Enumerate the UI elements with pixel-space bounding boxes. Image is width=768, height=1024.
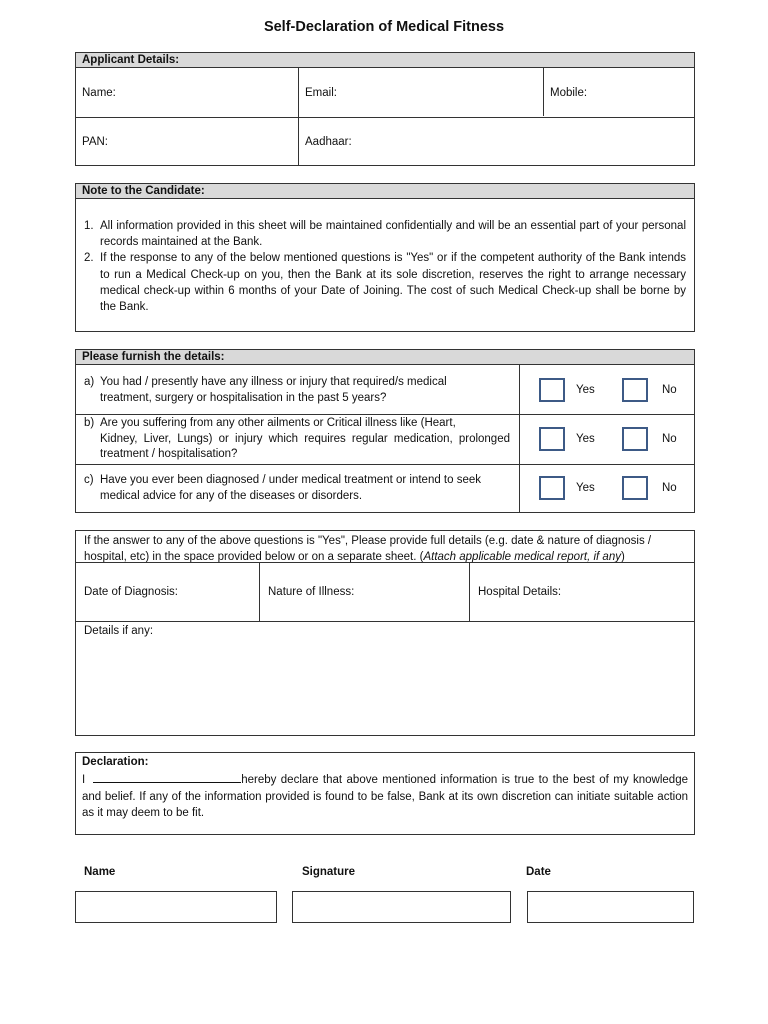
signoff-signature-box[interactable]: [292, 891, 511, 923]
furnish-section: [75, 349, 695, 513]
nature-of-illness-field[interactable]: Nature of Illness:: [268, 586, 355, 598]
declaration-title: Declaration:: [82, 756, 149, 768]
yes-label: Yes: [576, 433, 595, 445]
details-if-any-field[interactable]: Details if any:: [84, 625, 154, 637]
note-section: [75, 183, 695, 332]
details-section: [75, 530, 695, 736]
question-a-no-checkbox[interactable]: [622, 378, 648, 402]
name-field[interactable]: [76, 69, 298, 117]
signoff-date-label: Date: [526, 866, 551, 878]
aadhaar-field[interactable]: [299, 118, 694, 165]
signoff-date-box[interactable]: [527, 891, 694, 923]
note-header: Note to the Candidate:: [76, 184, 694, 199]
question-a: a) You had / presently have any illness or injury that required/s medical treatment, surgery or hospitalisation in the past 5 years?: [84, 376, 447, 404]
declaration-text: I hereby declare that above mentioned information is true to the best of my knowledge and belief. If any of the information provided is found to be false, Bank at its own discretion can initiate suitable action as it may deem to be fit.: [82, 774, 688, 819]
aadhaar-field-label: Aadhaar:: [305, 135, 352, 148]
date-of-diagnosis-field[interactable]: Date of Diagnosis:: [84, 586, 178, 598]
question-c-yes-checkbox[interactable]: [539, 476, 565, 500]
applicant-details-section: [75, 52, 695, 166]
question-b-yes-checkbox[interactable]: [539, 427, 565, 451]
note-list: [84, 218, 686, 315]
pan-field[interactable]: [76, 118, 298, 165]
declarant-name-blank[interactable]: [93, 772, 241, 783]
name-field-label: Name:: [82, 87, 116, 99]
details-instructions: If the answer to any of the above questions is "Yes", Please provide full details (e.g. date & nature of diagnosis / hospital, etc) in the space provided below or on a separate sheet. (Attach applicable medical report, if any): [84, 535, 652, 563]
no-label: No: [662, 433, 677, 445]
mobile-field-label: Mobile:: [550, 87, 588, 99]
hospital-details-field[interactable]: Hospital Details:: [478, 586, 562, 598]
mobile-field[interactable]: [544, 69, 694, 117]
no-label: No: [662, 482, 677, 494]
pan-field-label: PAN:: [82, 135, 108, 148]
email-field[interactable]: [299, 69, 543, 117]
question-c-no-checkbox[interactable]: [622, 476, 648, 500]
question-b-no-checkbox[interactable]: [622, 427, 648, 451]
email-field-label: Email:: [305, 87, 337, 99]
page-title: Self-Declaration of Medical Fitness: [263, 19, 505, 35]
question-b: b) Are you suffering from any other ailments or Critical illness like (Heart, Kidney, Liver, Lungs) or injury which requires regular medication, prolonged treatment / hospitalisation?: [84, 417, 510, 460]
furnish-header: Please furnish the details:: [76, 350, 694, 365]
yes-label: Yes: [576, 384, 595, 396]
declaration-section: [75, 752, 695, 835]
question-a-yes-checkbox[interactable]: [539, 378, 565, 402]
yes-label: Yes: [576, 482, 595, 494]
note-item: 1. All information provided in this sheet will be maintained confidentially and will be an essential part of your personal records maintained at the Bank.: [84, 220, 686, 249]
signoff-name-box[interactable]: [75, 891, 277, 923]
note-item: 2. If the response to any of the below mentioned questions is "Yes" or if the competent authority of the Bank intends to run a Medical Check-up on you, then the Bank at its sole discretion, reserves the right to arrange necessary medical check-up within 6 months of your Date of Joining. The cost of such Medical Check-up shall be borne by the Bank.: [84, 252, 686, 314]
signoff-signature-label: Signature: [302, 866, 356, 878]
no-label: No: [662, 384, 677, 396]
question-c: c) Have you ever been diagnosed / under medical treatment or intend to seek medical advice for any of the diseases or disorders.: [84, 474, 482, 502]
signoff-name-label: Name: [84, 866, 116, 878]
applicant-details-header: Applicant Details:: [76, 53, 694, 68]
